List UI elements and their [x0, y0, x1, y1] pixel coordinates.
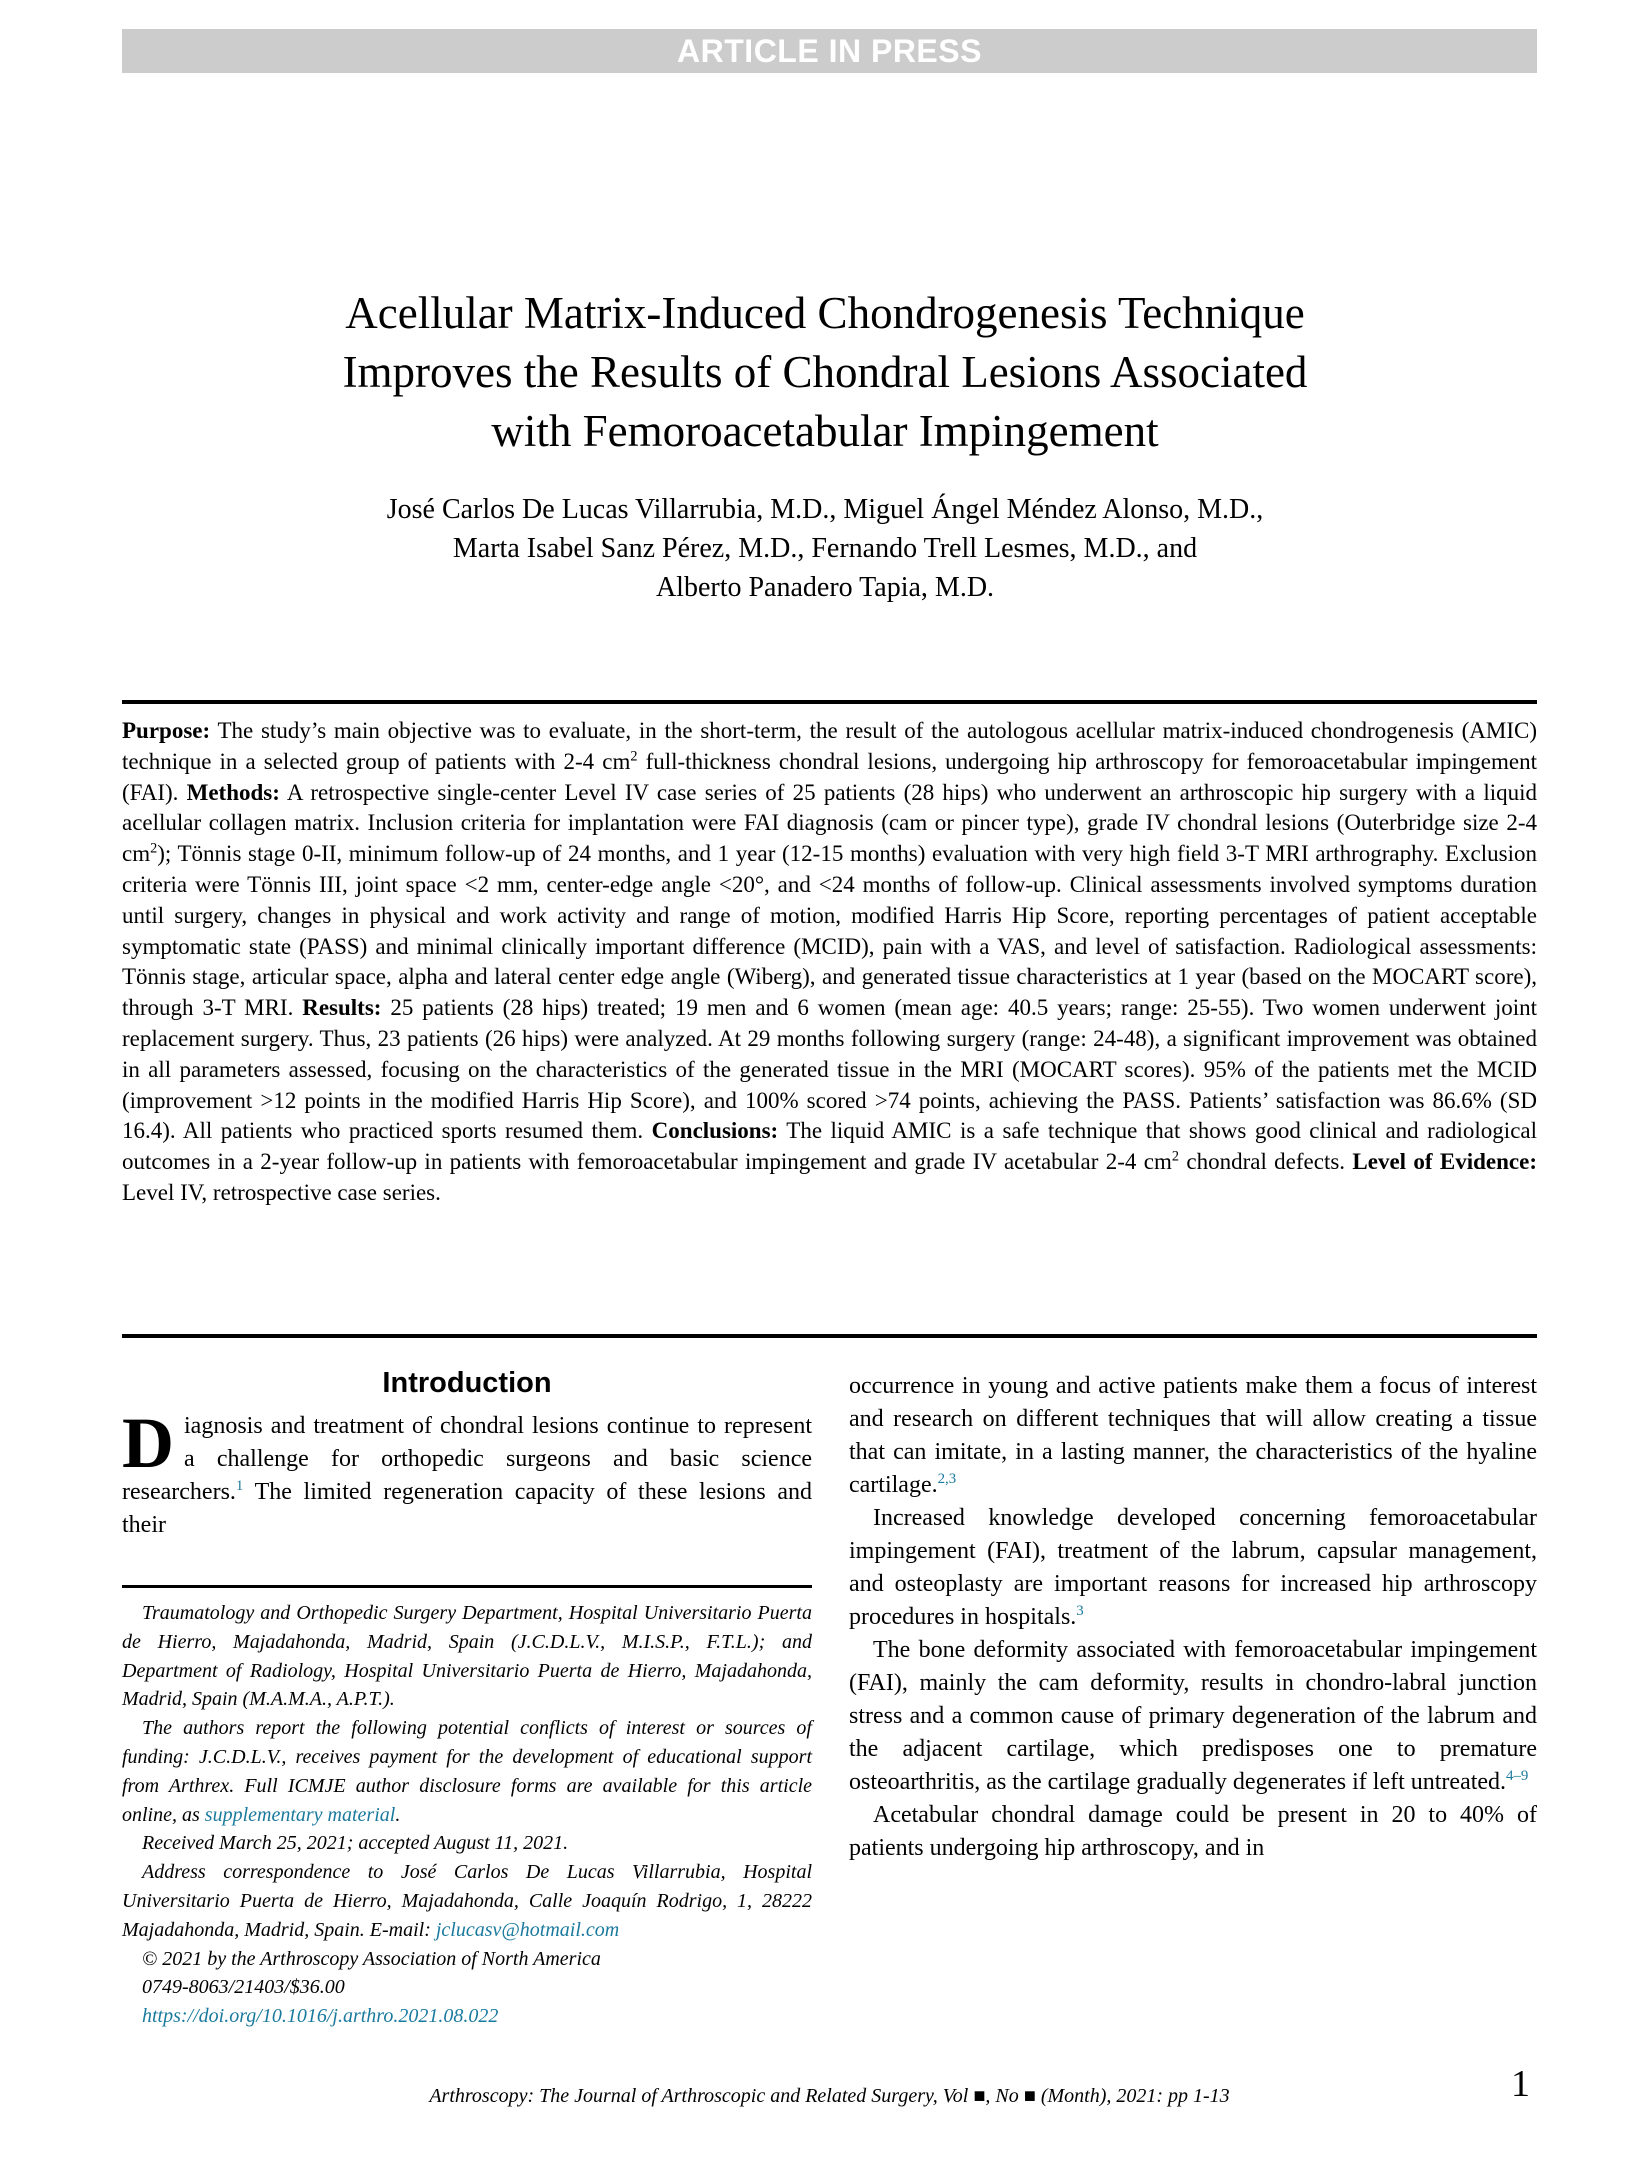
author-line-2: Marta Isabel Sanz Pérez, M.D., Fernando Trell Lesmes, M.D., and [452, 533, 1198, 564]
methods-label: Methods: [186, 779, 280, 805]
conclusions-text: The liquid AMIC is a safe technique that shows good clinical and radiological outcomes in a 2-year follow-up in patients with femoroacetabular impingement and grade IV acetabular 2-4 cm [122, 1118, 1538, 1175]
body-paragraph [849, 1799, 1537, 1865]
intro-text: iagnosis and treatment of chondral lesions continue to represent a challenge for orthopedic surgeons and basic science researchers. [122, 1413, 812, 1505]
level-of-evidence-text: Level IV, retrospective case series. [122, 1179, 441, 1205]
reference-2-3[interactable]: 2,3 [937, 1471, 957, 1487]
conflicts-text: The authors report the following potential conflicts of interest or sources of funding: J.C.D.L.V., receives payment for the development of educational support from Arthrex. Full ICMJE author disclosure forms are available for this article online, as [122, 1717, 812, 1826]
purpose-text: The study’s main objective was to evaluate, in the short-term, the result of the autologous acellular matrix-induced chondrogenesis (AMIC) technique in a selected group of patients with 2-4 cm [122, 718, 1537, 774]
paragraph-text: Acetabular chondral damage could be present in 20 to 40% of patients undergoing hip arthroscopy, and in [849, 1802, 1537, 1861]
abstract-bottom-divider [122, 1334, 1537, 1338]
paragraph-text: The bone deformity associated with femoroacetabular impingement (FAI), mainly the cam deformity, results in chondro-labral junction stress and a common cause of primary degeneration of the labrum and the adjacent cartilage, which predisposes one to premature osteoarthritis, as the cartilage gradually degenerates if left untreated. [849, 1637, 1537, 1795]
reference-3[interactable]: 3 [1076, 1603, 1084, 1619]
email-link[interactable]: jclucasv@hotmail.com [435, 1918, 620, 1941]
footnote-divider [122, 1585, 812, 1588]
title-line-2: Improves the Results of Chondral Lesions Associated [342, 347, 1308, 397]
paragraph-text: occurrence in young and active patients make them a focus of interest and research on different techniques that will allow creating a tissue that can imitate, in a lasting manner, the characteristics of the hyaline cartilage. [849, 1373, 1537, 1498]
results-label: Results: [302, 995, 382, 1021]
level-of-evidence-label: Level of Evidence: [1352, 1149, 1538, 1175]
article-in-press-banner [122, 29, 1537, 73]
introduction-paragraph [122, 1403, 812, 1542]
supplementary-material-link[interactable]: supplementary material [204, 1803, 396, 1826]
body-paragraph [849, 1370, 1537, 1502]
superscript-2: 2 [150, 840, 158, 857]
reference-4-9[interactable]: 4–9 [1506, 1768, 1529, 1784]
journal-footer-line: Arthroscopy: The Journal of Arthroscopic and Related Surgery, Vol ■, No ■ (Month), 2021: pp 1-13 [429, 2085, 1230, 2107]
page-number: 1 [1511, 2063, 1530, 2105]
conflicts-text-end: . [395, 1803, 401, 1826]
correspondence-note [122, 1858, 812, 1944]
author-line-1: José Carlos De Lucas Villarrubia, M.D., Miguel Ángel Méndez Alonso, M.D., [386, 494, 1264, 525]
introduction-heading: Introduction [382, 1367, 552, 1399]
body-paragraph [849, 1502, 1537, 1634]
doi-link[interactable]: https://doi.org/10.1016/j.arthro.2021.08.022 [142, 2005, 499, 2028]
article-title [117, 284, 1533, 461]
drop-cap: D [122, 1403, 174, 1483]
conclusions-label: Conclusions: [651, 1118, 779, 1144]
conflicts-note [122, 1714, 812, 1829]
right-column [849, 1370, 1537, 1865]
methods-text: A retrospective single-center Level IV case series of 25 patients (28 hips) who underwent an arthroscopic hip surgery with a liquid acellular collagen matrix. Inclusion criteria for implantation were FAI diagnosis (cam or pincer type), grade IV chondral lesions (Outerbridge size 2-4 cm [122, 779, 1538, 867]
abstract-top-divider [122, 700, 1537, 704]
methods-text-2: ); Tönnis stage 0-II, minimum follow-up of 24 months, and 1 year (12-15 months) evaluation with very high field 3-T MRI arthrography. Exclusion criteria were Tönnis III, joint space <2 mm, center-edge angle <20°, and <24 months of follow-up. Clinical assessments involved symptoms duration until surgery, changes in physical and work activity and range of motion, modified Harris Hip Score, reporting percentages of patient acceptable symptomatic state (PASS) and minimal clinically important difference (MCID), pain with a VAS, and level of satisfaction. Radiological assessments: Tönnis stage, articular space, alpha and lateral center edge angle (Wiberg), and generated tissue characteristics at 1 year (based on the MOCART score), through 3-T MRI. [122, 841, 1537, 1021]
purpose-label: Purpose: [122, 718, 211, 743]
doi-note [122, 2002, 812, 2031]
title-line-1: Acellular Matrix-Induced Chondrogenesis Technique [345, 288, 1305, 338]
received-note: Received March 25, 2021; accepted August 11, 2021. [142, 1832, 569, 1855]
issn-note: 0749-8063/21403/$36.00 [142, 1976, 345, 1999]
intro-text-2: The limited regeneration capacity of these lesions and their [122, 1479, 812, 1538]
superscript-2: 2 [630, 748, 638, 765]
title-line-3: with Femoroacetabular Impingement [491, 406, 1159, 456]
paragraph-text: Increased knowledge developed concerning femoroacetabular impingement (FAI), treatment of the labrum, capsular management, and osteoplasty are important reasons for increased hip arthroscopy procedures in hospitals. [849, 1505, 1537, 1630]
author-list [117, 490, 1533, 607]
copyright-note: © 2021 by the Arthroscopy Association of North America [142, 1947, 601, 1970]
purpose-text-2: full-thickness chondral lesions, undergoing hip arthroscopy for femoroacetabular impingement (FAI). [122, 748, 1537, 805]
body-paragraph [849, 1634, 1537, 1799]
correspondence-text: Address correspondence to José Carlos De Lucas Villarrubia, Hospital Universitario Puerta de Hierro, Majadahonda, Calle Joaquín Rodrigo, 1, 28222 Majadahonda, Madrid, Spain. E-mail: [122, 1861, 812, 1941]
superscript-2: 2 [1171, 1148, 1180, 1165]
banner-text: ARTICLE IN PRESS [677, 33, 982, 69]
footnotes [122, 1599, 812, 2031]
left-column [122, 1366, 812, 1542]
results-text: 25 patients (28 hips) treated; 19 men and 6 women (mean age: 40.5 years; range: 25-55). Two women underwent joint replacement surgery. Thus, 23 patients (26 hips) were analyzed. At 29 months following surgery (range: 24-48), a significant improvement was obtained in all parameters assessed, focusing on the characteristics of the generated tissue in the MRI (MOCART scores). 95% of the patients met the MCID (improvement >12 points in the modified Harris Hip Score), and 100% scored >74 points, achieving the PASS. Patients’ satisfaction was 86.6% (SD 16.4). All patients who practiced sports resumed them. [122, 995, 1537, 1144]
affiliation-note: Traumatology and Orthopedic Surgery Department, Hospital Universitario Puerta de Hierro, Majadahonda, Madrid, Spain (J.C.D.L.V., M.I.S.P., F.T.L.); and Department of Radiology, Hospital Universitario Puerta de Hierro, Majadahonda, Madrid, Spain (M.A.M.A., A.P.T.). [122, 1602, 812, 1711]
conclusions-text-2: chondral defects. [1179, 1149, 1353, 1175]
author-line-3: Alberto Panadero Tapia, M.D. [655, 572, 995, 603]
abstract-paragraph [122, 716, 1537, 1209]
reference-1[interactable]: 1 [235, 1478, 244, 1494]
